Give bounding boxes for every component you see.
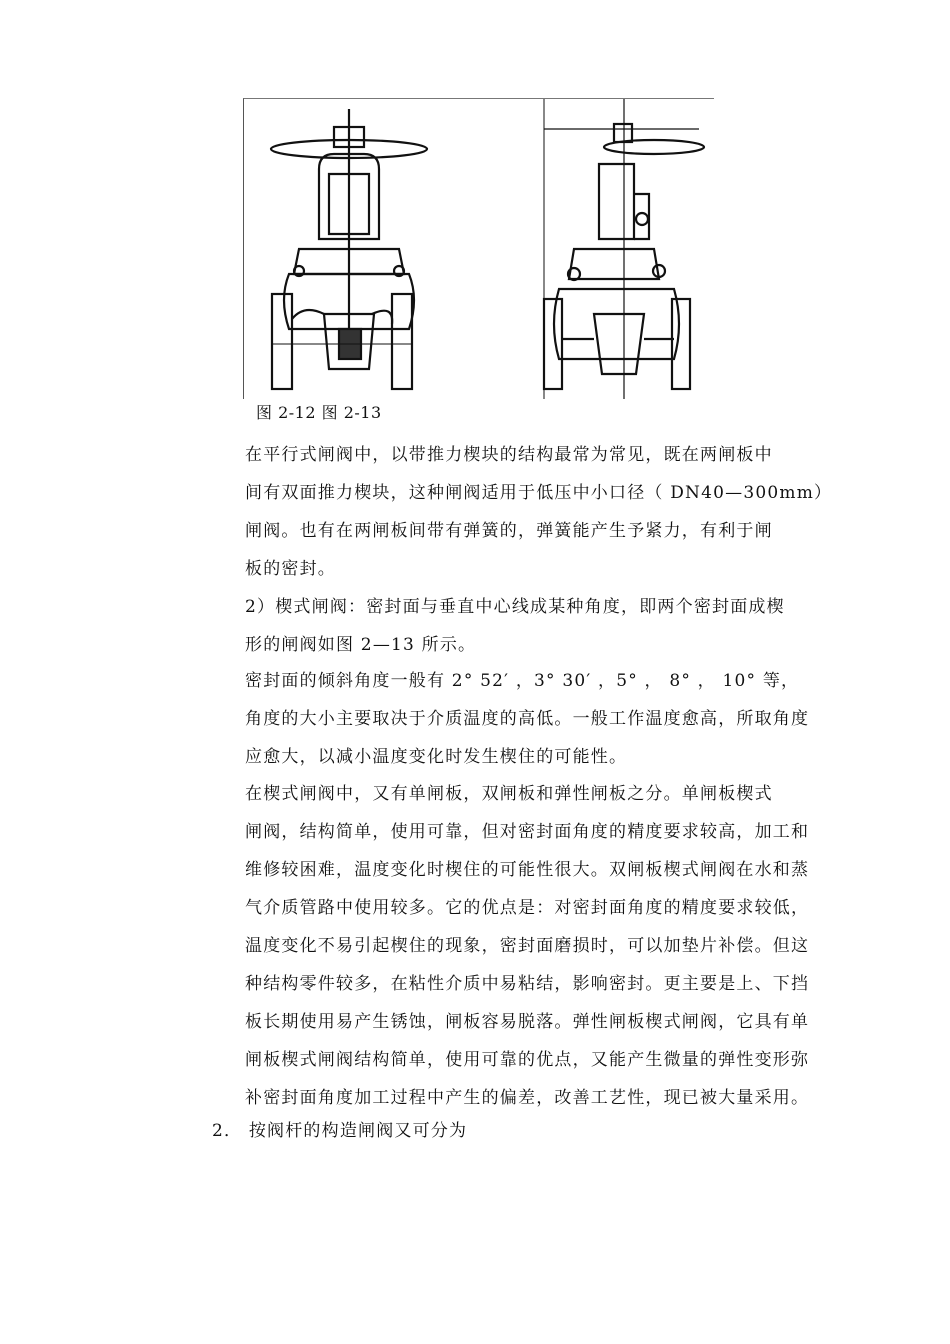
paragraph-wedge-gate <box>245 588 805 664</box>
text-line: 在楔式闸阀中，又有单闸板，双闸板和弹性闸板之分。单闸板楔式 <box>245 784 773 804</box>
text-line: 温度变化不易引起楔住的现象，密封面磨损时，可以加垫片补偿。但这 <box>245 936 810 956</box>
text-line: 闸板楔式闸阀结构简单，使用可靠的优点，又能产生微量的弹性变形弥 <box>245 1050 810 1070</box>
text-line: 在平行式闸阀中，以带推力楔块的结构最常为常见，既在两闸板中 <box>245 445 773 465</box>
figure-caption: 图 2-12 图 2-13 <box>256 403 382 422</box>
text-line: 补密封面角度加工过程中产生的偏差，改善工艺性，现已被大量采用。 <box>245 1088 810 1108</box>
text-line: 种结构零件较多，在粘性介质中易粘结，影响密封。更主要是上、下挡 <box>245 974 810 994</box>
text-line: 密封面的倾斜角度一般有 2° 52′ ，3° 30′ ，5° ， 8° ， 10° 等， <box>245 671 800 691</box>
text-line: 板长期使用易产生锈蚀，闸板容易脱落。弹性闸板楔式闸阀，它具有单 <box>245 1012 810 1032</box>
text-line: 维修较困难，温度变化时楔住的可能性很大。双闸板楔式闸阀在水和蒸 <box>245 860 810 880</box>
text-line: 闸阀。也有在两闸板间带有弹簧的，弹簧能产生予紧力，有利于闸 <box>245 521 773 541</box>
paragraph-parallel-gate <box>245 436 833 588</box>
text-line: 形的闸阀如图 2—13 所示。 <box>245 635 477 655</box>
paragraph-seal-angle <box>245 662 810 776</box>
paragraph-gate-types <box>245 775 810 1117</box>
gate-valve-drawings <box>244 99 714 399</box>
text-line: 应愈大，以减小温度变化时发生楔住的可能性。 <box>245 747 628 767</box>
text-line: 板的密封。 <box>245 559 336 579</box>
text-line: 2）楔式闸阀：密封面与垂直中心线成某种角度，即两个密封面成楔 <box>245 597 785 617</box>
valve-drawing-right <box>544 99 704 399</box>
text-line: 角度的大小主要取决于介质温度的高低。一般工作温度愈高，所取角度 <box>245 709 810 729</box>
valve-drawing-left <box>271 109 427 389</box>
text-line: 气介质管路中使用较多。它的优点是：对密封面角度的精度要求较低， <box>245 898 810 918</box>
text-line: 闸阀，结构简单，使用可靠，但对密封面角度的精度要求较高，加工和 <box>245 822 810 842</box>
section-heading: 2． 按阀杆的构造闸阀又可分为 <box>212 1121 468 1141</box>
text-line: 间有双面推力楔块，这种闸阀适用于低压中小口径（ DN40—300mm） <box>245 483 833 503</box>
gate-valve-figure <box>243 98 714 399</box>
